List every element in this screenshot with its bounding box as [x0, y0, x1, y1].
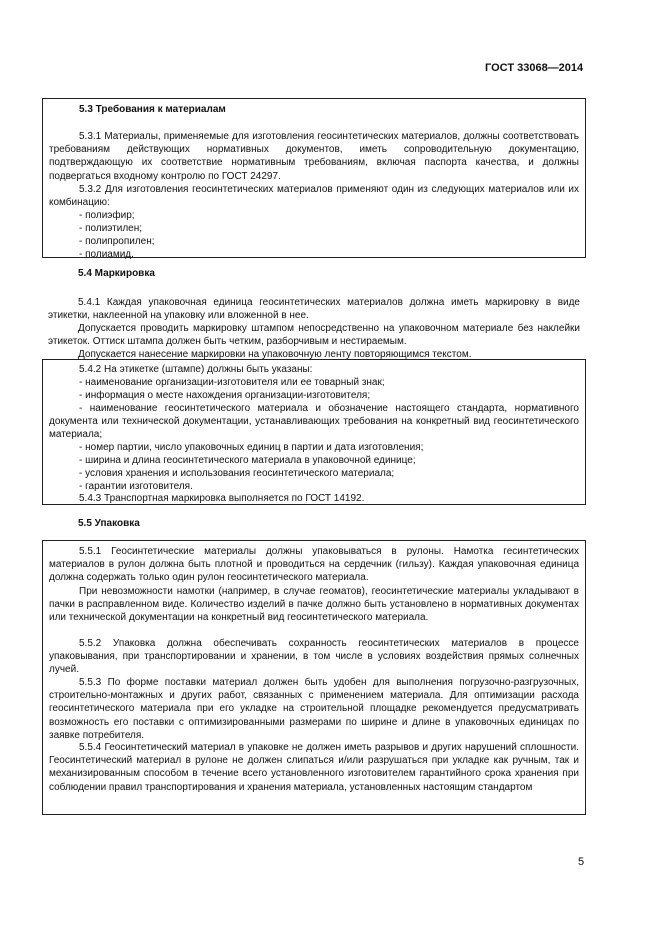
section-5-4-1-paragraph: 5.4.1 Каждая упаковочная единица геосинтетических материалов должна иметь маркировку в виде этикетки, наклеенной на упаковку или вложенной в нее. [48, 297, 580, 322]
section-5-3-title: 5.3 Требования к материалам [79, 104, 226, 115]
list-item: - ширина и длина геосинтетического материала в упаковочной единице; [79, 455, 416, 466]
section-5-4-tape-paragraph: Допускается нанесение маркировки на упаковочную ленту повторяющимся текстом. [78, 349, 472, 360]
section-5-4-title: 5.4 Маркировка [78, 268, 155, 279]
section-5-4-2-paragraph: 5.4.2 На этикетке (штампе) должны быть указаны: [79, 364, 313, 375]
page-number: 5 [578, 856, 585, 868]
section-5-5-2-paragraph: 5.5.2 Упаковка должна обеспечивать сохранность геосинтетических материалов в процессе упаковывания, при транспортировании и хранении, в том числе в условиях воздействия прямых солнечных лучей. [49, 638, 579, 676]
section-5-5-1-paragraph: 5.5.1 Геосинтетические материалы должны упаковываться в рулоны. Намотка гесинтетических материалов в рулон должна быть плотной и проводиться на сердечник (гильзу). Каждая упаковочная единица должна содержать только один рулон геосинтетического материала. [49, 546, 579, 584]
section-5-5-1-packs-paragraph: При невозможности намотки (например, в случае геоматов), геосинтетические материалы укладывают в пачки в расправленном виде. Количество изделий в пачке должно быть установлено в нормативных документах или технической документации на конкретный вид геосинтетического материала. [49, 586, 579, 624]
section-5-5-4-paragraph: 5.5.4 Геосинтетический материал в упаковке не должен иметь разрывов и других нарушений сплошности. Геосинтетический материал в рулоне не должен слипаться и/или разрушаться при укладке как ручным, так и механизированным способом в течение всего установленного изготовителем гарантийного срока хранения при соблюдении правил транспортирования и хранения материала, установленных настоящим стандартом [49, 742, 579, 793]
list-item: - гарантии изготовителя. [79, 481, 193, 492]
list-item: - полиэфир; [79, 210, 135, 221]
list-item: - условия хранения и использования геосинтетического материала; [79, 468, 395, 479]
section-5-3-2-paragraph: 5.3.2 Для изготовления геосинтетических материалов применяют один из следующих материалов или их комбинацию: [49, 184, 579, 209]
section-5-5-3-paragraph: 5.5.3 По форме поставки материал должен быть удобен для выполнения погрузочно-разгрузочных, строительно-монтажных и других работ, связанных с применением материала. Для оптимизации расхода геосинтетического материала при его укладке на строительной площадке рекомендуется предусматривать возможность его поставки с оптимизированными размерами по ширине и длине в упаковочных единицах по заявке потребителя. [49, 677, 579, 741]
list-item: - полиамид. [79, 249, 134, 260]
document-header: ГОСТ 33068—2014 [485, 62, 584, 74]
list-item: - наименование организации-изготовителя или ее товарный знак; [79, 377, 385, 388]
section-5-4-2-box [42, 359, 586, 505]
section-5-3-box [42, 98, 586, 258]
section-5-3-1-paragraph: 5.3.1 Материалы, применяемые для изготовления геосинтетических материалов, должны соответствовать требованиям действующих нормативных документов, иметь сопроводительную документацию, подтверждающую их соответствие нормативным требованиям, включая паспорта качества, и должны подвергаться входному контролю по ГОСТ 24297. [49, 131, 579, 182]
list-item: - полипропилен; [79, 236, 155, 247]
section-5-4-stamp-paragraph: Допускается проводить маркировку штампом непосредственно на упаковочном материале без наклейки этикеток. Оттиск штампа должен быть четким, разборчивым и нестираемым. [48, 323, 580, 348]
list-item: - полиэтилен; [79, 223, 143, 234]
list-item: - номер партии, число упаковочных единиц в партии и дата изготовления; [79, 442, 424, 453]
list-item: - информация о месте нахождения организации-изготовителя; [79, 390, 371, 401]
section-5-5-box [42, 540, 586, 815]
section-5-4-3-paragraph: 5.4.3 Транспортная маркировка выполняется по ГОСТ 14192. [79, 493, 365, 504]
list-item: - наименование геосинтетического материала и обозначение настоящего стандарта, нормативного документа или технической документации, устанавливающих требования на конкретный вид геосинтетического материала; [49, 403, 579, 441]
section-5-5-title: 5.5 Упаковка [78, 518, 140, 529]
